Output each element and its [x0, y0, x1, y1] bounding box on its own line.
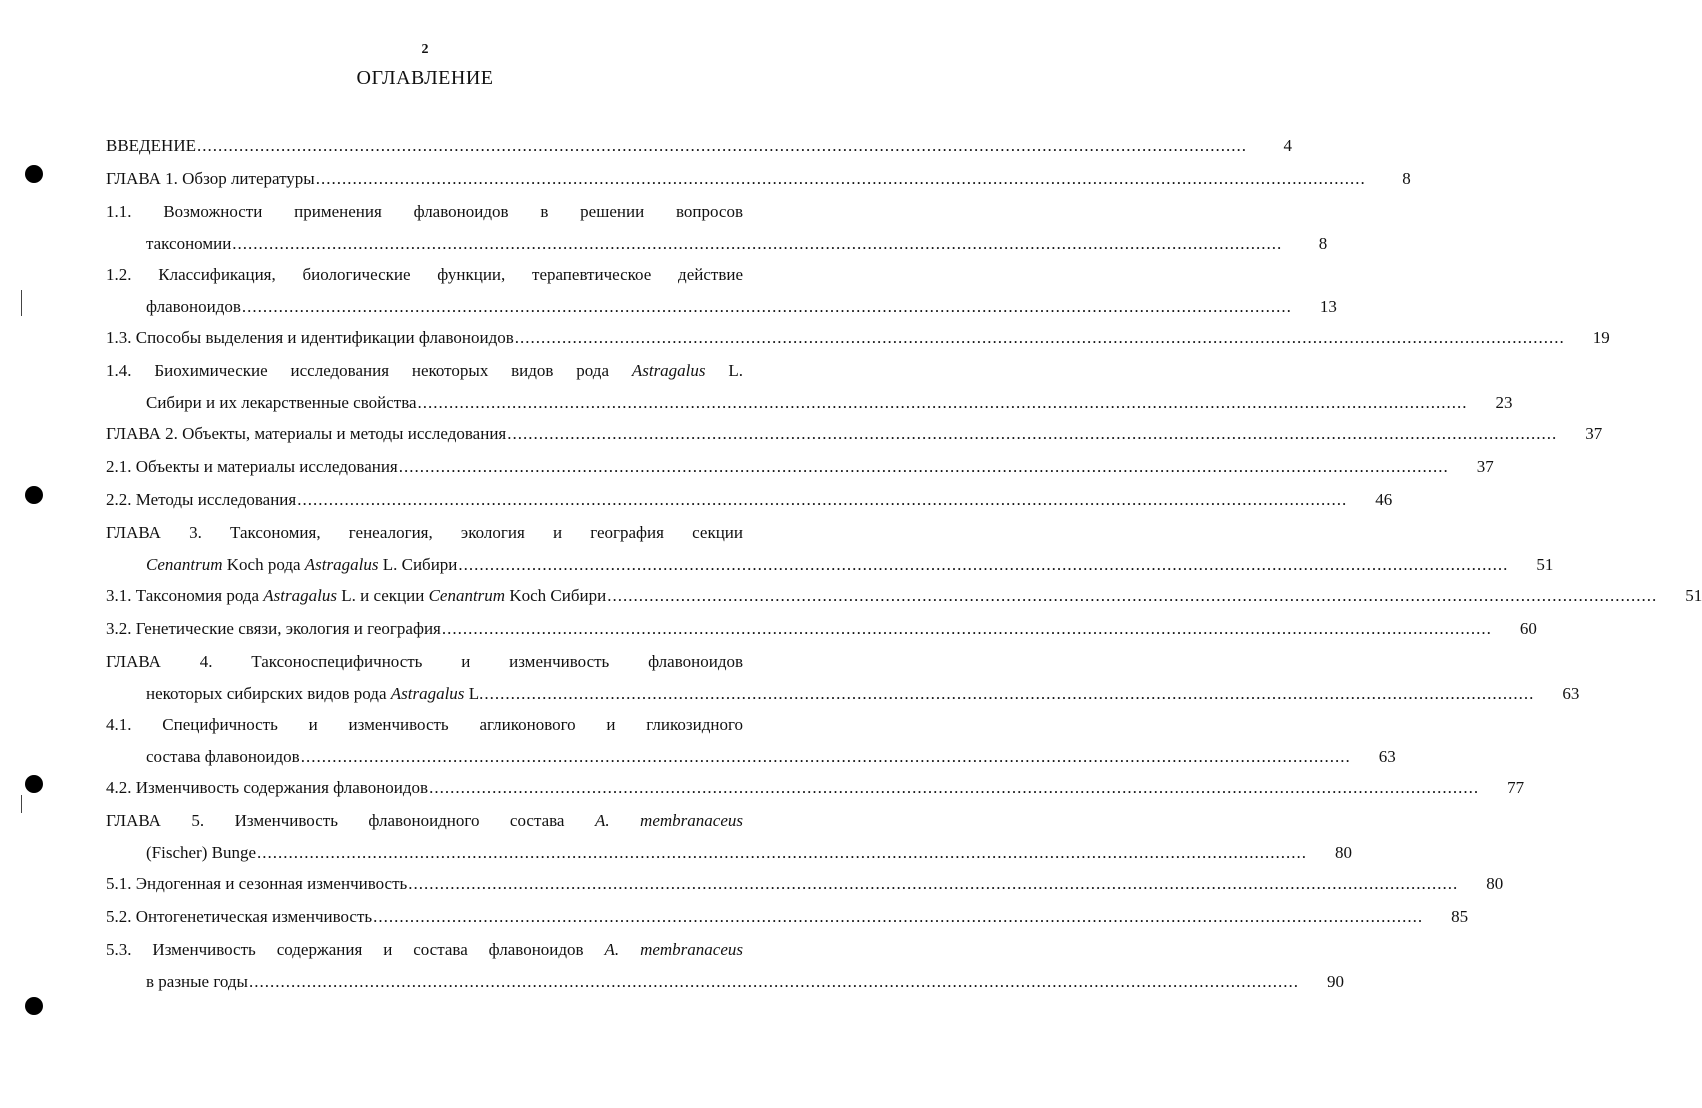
punch-hole	[25, 775, 43, 793]
toc-entry-line: ГЛАВА 3. Таксономия, генеалогия, экология и география секции	[106, 523, 743, 542]
dot-leader: ........................................................................................................................................................................................................	[300, 747, 1351, 766]
toc-entry	[106, 163, 1411, 195]
dot-leader: ........................................................................................................................................................................................................	[232, 234, 1283, 253]
toc-entry	[106, 418, 1603, 450]
dot-leader: ........................................................................................................................................................................................................	[297, 490, 1348, 509]
toc-entry	[106, 196, 1328, 260]
toc-entry-title: 3.2. Генетические связи, экология и география	[106, 619, 441, 638]
toc-page-number: 51	[1536, 555, 1554, 574]
punch-hole	[25, 165, 43, 183]
toc-entry	[106, 901, 1469, 933]
scan-mark	[21, 290, 22, 316]
toc-entry-title: флавоноидов	[146, 297, 241, 316]
toc-page-number: 37	[1585, 424, 1603, 443]
toc-entry-title: 1.3. Способы выделения и идентификации флавоноидов	[106, 328, 514, 347]
dot-leader: ........................................................................................................................................................................................................	[429, 778, 1480, 797]
toc-entry-title: ГЛАВА 2. Объекты, материалы и методы исследования	[106, 424, 507, 443]
toc-entry	[106, 709, 1396, 773]
toc-entry	[106, 868, 1504, 900]
toc-entry	[106, 322, 1610, 354]
toc-page-number: 90	[1326, 972, 1344, 991]
toc-entry-title: Сибири и их лекарственные свойства	[146, 393, 417, 412]
toc-entry-title: 5.2. Онтогенетическая изменчивость	[106, 907, 373, 926]
toc-entry	[106, 259, 1337, 323]
toc-entry-title: Cenantrum Koch рода Astragalus L. Сибири	[146, 555, 458, 574]
toc-entry-title: в разные годы	[146, 972, 248, 991]
dot-leader: ........................................................................................................................................................................................................	[241, 297, 1292, 316]
toc-page-number: 4	[1283, 136, 1292, 155]
toc-entry-line: 4.1. Специфичность и изменчивость агликонового и гликозидного	[106, 715, 743, 734]
dot-leader: ........................................................................................................................................................................................................	[373, 907, 1424, 926]
toc-page-number: 13	[1319, 297, 1337, 316]
toc-page-number: 23	[1495, 393, 1513, 412]
toc-page-number: 85	[1451, 907, 1469, 926]
dot-leader: ........................................................................................................................................................................................................	[417, 393, 1468, 412]
dot-leader: ........................................................................................................................................................................................................	[248, 972, 1299, 991]
toc-entry-title: 4.2. Изменчивость содержания флавоноидов	[106, 778, 429, 797]
dot-leader: ........................................................................................................................................................................................................	[315, 169, 1366, 188]
punch-hole	[25, 997, 43, 1015]
dot-leader: ........................................................................................................................................................................................................	[514, 328, 1565, 347]
page-number: 2	[421, 42, 429, 57]
toc-entry-line: 1.1. Возможности применения флавоноидов в решении вопросов	[106, 202, 743, 221]
toc-entry-title: 2.2. Методы исследования	[106, 490, 297, 509]
toc-entry-title: 5.1. Эндогенная и сезонная изменчивость	[106, 874, 408, 893]
toc-entry	[106, 355, 1513, 419]
toc-entry	[106, 484, 1393, 516]
toc-entry-title: таксономии	[146, 234, 232, 253]
toc-page-number: 51	[1685, 586, 1702, 605]
toc-page-number: 60	[1519, 619, 1537, 638]
toc-entry	[106, 772, 1525, 804]
toc-page-number: 8	[1402, 169, 1411, 188]
dot-leader: ........................................................................................................................................................................................................	[507, 424, 1558, 443]
dot-leader: ........................................................................................................................................................................................................	[408, 874, 1459, 893]
dot-leader: ........................................................................................................................................................................................................	[607, 586, 1658, 605]
toc-entry-title: (Fischer) Bunge	[146, 843, 257, 862]
toc-entry-line: 1.4. Биохимические исследования некоторых видов рода Astragalus L.	[106, 361, 744, 380]
toc-page-number: 77	[1507, 778, 1525, 797]
scan-mark	[21, 795, 22, 813]
dot-leader: ........................................................................................................................................................................................................	[257, 843, 1308, 862]
toc-entry-title: ВВЕДЕНИЕ	[106, 136, 196, 155]
dot-leader: ........................................................................................................................................................................................................	[196, 136, 1247, 155]
toc-entry	[106, 934, 1344, 998]
toc-entry-title: 2.1. Объекты и материалы исследования	[106, 457, 398, 476]
toc-entry-title: состава флавоноидов	[146, 747, 300, 766]
toc-page-number: 19	[1592, 328, 1610, 347]
toc-entry	[106, 130, 1292, 162]
toc-page-number: 63	[1378, 747, 1396, 766]
toc-page-number: 8	[1318, 234, 1328, 253]
dot-leader: ........................................................................................................................................................................................................	[441, 619, 1492, 638]
toc-entry-line: 5.3. Изменчивость содержания и состава флавоноидов A. membranaceus	[106, 940, 743, 959]
toc-page-number: 80	[1486, 874, 1504, 893]
toc-entry	[106, 451, 1494, 483]
toc-entry	[106, 805, 1353, 869]
toc-entry-line: 1.2. Классификация, биологические функции, терапевтическое действие	[106, 265, 743, 284]
toc-entry-title: некоторых сибирских видов рода Astragalus L.	[146, 684, 484, 703]
toc-page-number: 46	[1375, 490, 1393, 509]
dot-leader: ........................................................................................................................................................................................................	[398, 457, 1449, 476]
toc-entry	[106, 517, 1554, 581]
toc-page-number: 63	[1562, 684, 1580, 703]
toc-entry	[106, 580, 1702, 612]
dot-leader: ........................................................................................................................................................................................................	[458, 555, 1509, 574]
toc-entry-line: ГЛАВА 5. Изменчивость флавоноидного состава A. membranaceus	[106, 811, 743, 830]
toc-page-number: 37	[1476, 457, 1494, 476]
toc-entry-line: ГЛАВА 4. Таксоноспецифичность и изменчивость флавоноидов	[106, 652, 743, 671]
toc-entry-title: ГЛАВА 1. Обзор литературы	[106, 169, 315, 188]
page-title: ОГЛАВЛЕНИЕ	[356, 67, 494, 89]
dot-leader: ........................................................................................................................................................................................................	[484, 684, 1535, 703]
toc-entry	[106, 613, 1537, 645]
toc-entry-title: 3.1. Таксономия рода Astragalus L. и секции Cenantrum Koch Сибири	[106, 586, 607, 605]
toc-page-number: 80	[1335, 843, 1353, 862]
toc-entry	[106, 646, 1580, 710]
punch-hole	[25, 486, 43, 504]
